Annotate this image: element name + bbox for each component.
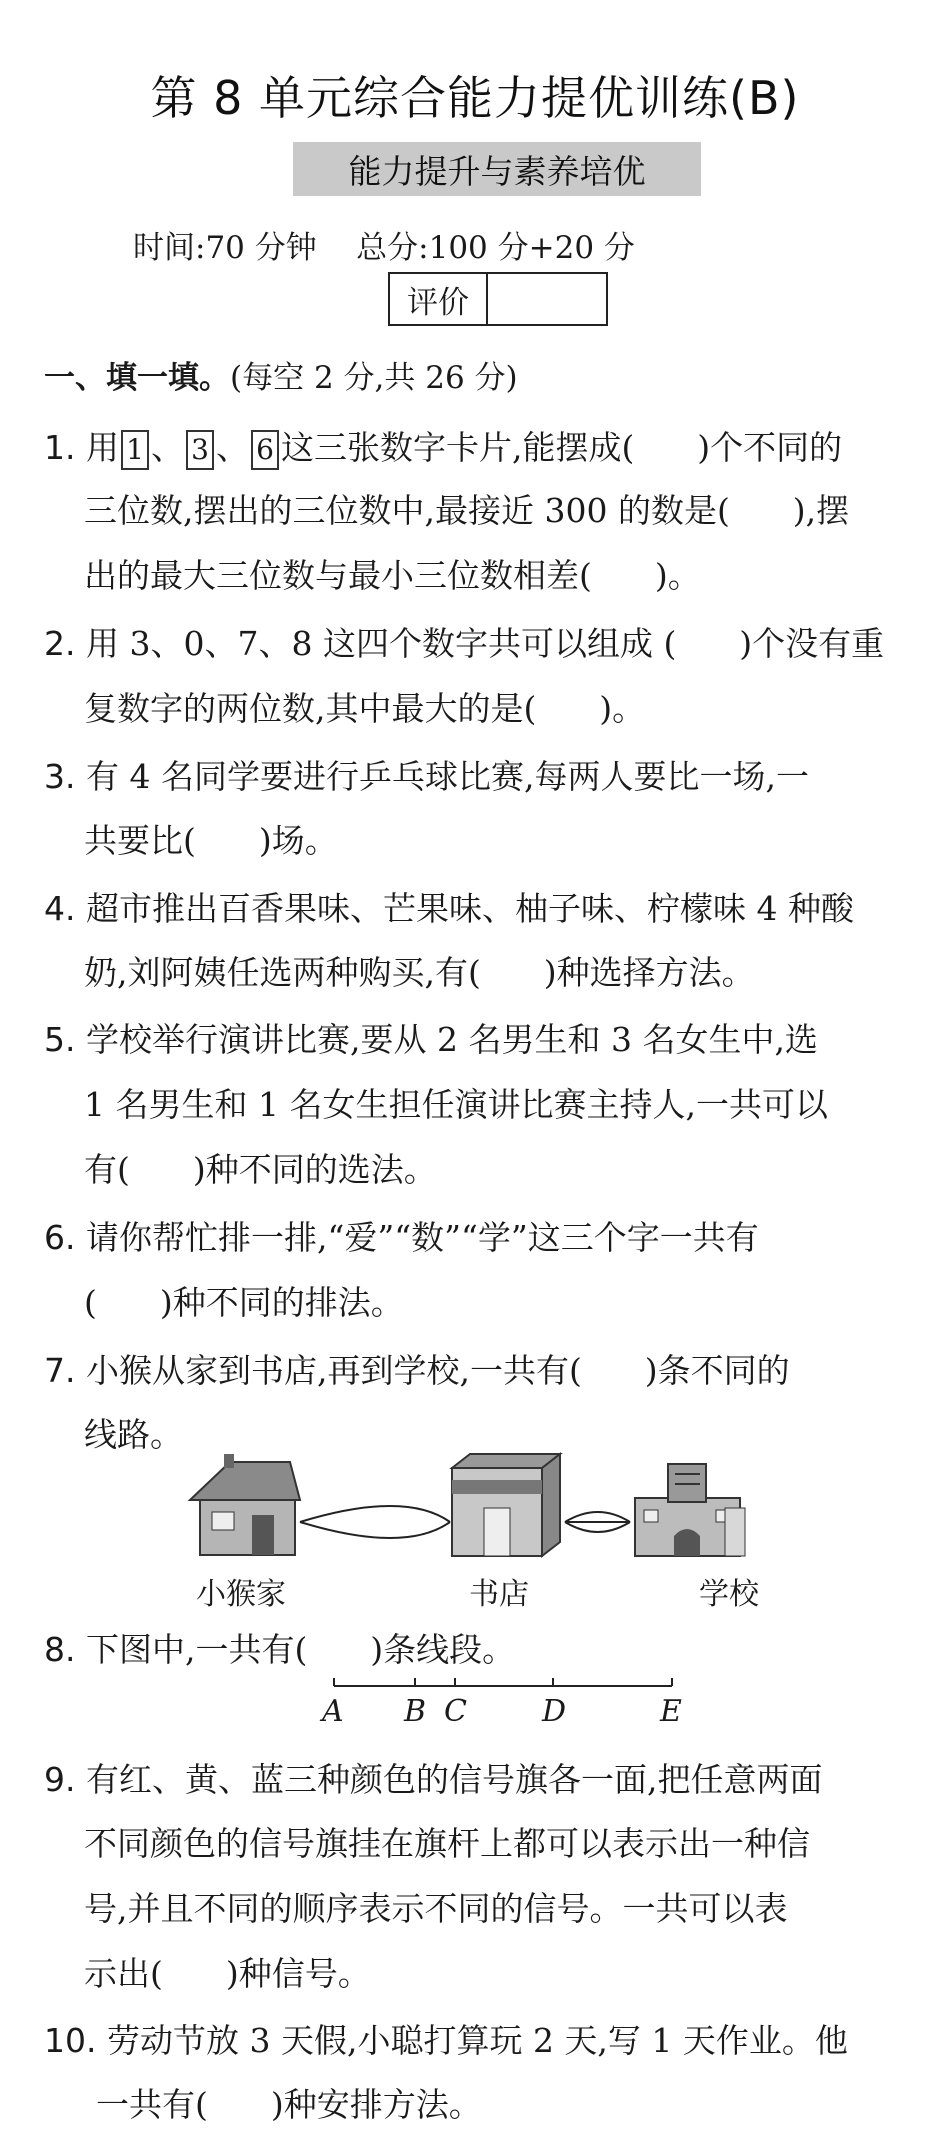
page-title: 第 8 单元综合能力提优训练(B) [150, 71, 800, 125]
evaluation-label: 评价 [390, 274, 488, 324]
question-4-line-1 [44, 889, 854, 929]
question-number: 3. [44, 757, 76, 796]
text: 请你帮忙排一排,“爱”“数”“学”这三个字一共有 [86, 1218, 759, 1257]
question-10-line-1 [44, 2021, 848, 2061]
question-3-line-2: 共要比( )场。 [84, 821, 338, 860]
question-5-line-2: 1 名男生和 1 名女生担任演讲比赛主持人,一共可以 [84, 1085, 828, 1124]
text: 有 4 名同学要进行乒乓球比赛,每两人要比一场,一 [86, 757, 809, 796]
text: 用 [86, 428, 119, 467]
text: 小猴从家到书店,再到学校,一共有( )条不同的 [86, 1351, 790, 1390]
digit-card: 6 [251, 430, 279, 470]
route-line [565, 1512, 630, 1522]
question-1-line-1 [44, 428, 842, 470]
total-score: 总分:100 分+20 分 [356, 230, 635, 266]
question-number: 1. [44, 428, 76, 467]
question-9-line-2: 不同颜色的信号旗挂在旗杆上都可以表示出一种信 [84, 1824, 810, 1863]
point-label-c: C [444, 1694, 467, 1729]
question-number: 7. [44, 1351, 76, 1390]
route-diagram [180, 1450, 840, 1565]
question-5-line-3: 有( )种不同的选法。 [84, 1150, 437, 1189]
point-label-e: E [660, 1694, 682, 1729]
section-note: (每空 2 分,共 26 分) [230, 360, 518, 396]
question-6-line-1 [44, 1218, 759, 1258]
question-7-line-2: 线路。 [84, 1415, 183, 1454]
question-1-line-3: 出的最大三位数与最小三位数相差( )。 [84, 556, 701, 595]
question-2-line-1 [44, 624, 884, 664]
subtitle-banner: 能力提升与素养培优 [293, 142, 701, 196]
question-8-line-1 [44, 1630, 515, 1670]
question-number: 10. [44, 2021, 97, 2060]
text: 用 3、0、7、8 这四个数字共可以组成 ( )个没有重 [86, 624, 885, 663]
section-heading [44, 352, 518, 397]
question-2-line-2: 复数字的两位数,其中最大的是( )。 [84, 689, 646, 728]
question-number: 2. [44, 624, 76, 663]
exam-meta [133, 222, 635, 267]
route-line [565, 1522, 630, 1532]
question-number: 6. [44, 1218, 76, 1257]
evaluation-blank[interactable] [488, 274, 606, 324]
question-number: 4. [44, 889, 76, 928]
question-number: 5. [44, 1020, 76, 1059]
question-1-line-2: 三位数,摆出的三位数中,最接近 300 的数是( ),摆 [84, 491, 850, 530]
question-number: 8. [44, 1630, 76, 1669]
question-3-line-1 [44, 757, 809, 797]
point-label-a: A [322, 1694, 344, 1729]
text: 学校举行演讲比赛,要从 2 名男生和 3 名女生中,选 [86, 1020, 818, 1059]
label-bookstore: 书店 [469, 1577, 529, 1612]
time-limit: 时间:70 分钟 [133, 230, 317, 266]
digit-card: 1 [121, 430, 149, 470]
route-line [300, 1522, 450, 1538]
question-5-line-1 [44, 1020, 818, 1060]
segment-diagram [320, 1670, 700, 1694]
text: 劳动节放 3 天假,小聪打算玩 2 天,写 1 天作业。他 [106, 2021, 848, 2060]
route-line [300, 1506, 450, 1522]
text: 、 [151, 428, 184, 467]
text: 这三张数字卡片,能摆成( )个不同的 [281, 428, 843, 467]
label-home: 小猴家 [196, 1577, 286, 1612]
question-9-line-3: 号,并且不同的顺序表示不同的信号。一共可以表 [84, 1889, 788, 1928]
point-label-b: B [404, 1694, 427, 1729]
digit-card: 3 [186, 430, 214, 470]
text: 下图中,一共有( )条线段。 [86, 1630, 516, 1669]
point-label-d: D [542, 1694, 567, 1729]
bookstore-icon [452, 1454, 560, 1556]
text: 有红、黄、蓝三种颜色的信号旗各一面,把任意两面 [86, 1760, 823, 1799]
text: 、 [216, 428, 249, 467]
question-6-line-2: ( )种不同的排法。 [84, 1283, 404, 1322]
evaluation-box [388, 272, 608, 326]
question-9-line-4: 示出( )种信号。 [84, 1954, 371, 1993]
question-4-line-2: 奶,刘阿姨任选两种购买,有( )种选择方法。 [84, 953, 755, 992]
question-9-line-1 [44, 1760, 823, 1800]
label-school: 学校 [699, 1577, 759, 1612]
text: 超市推出百香果味、芒果味、柚子味、柠檬味 4 种酸 [86, 889, 854, 928]
question-7-line-1 [44, 1351, 790, 1391]
house-icon [190, 1454, 300, 1555]
section-title: 一、填一填。 [44, 360, 230, 396]
question-number: 9. [44, 1760, 76, 1799]
school-icon [635, 1464, 745, 1556]
question-10-line-2: 一共有( )种安排方法。 [96, 2085, 482, 2124]
